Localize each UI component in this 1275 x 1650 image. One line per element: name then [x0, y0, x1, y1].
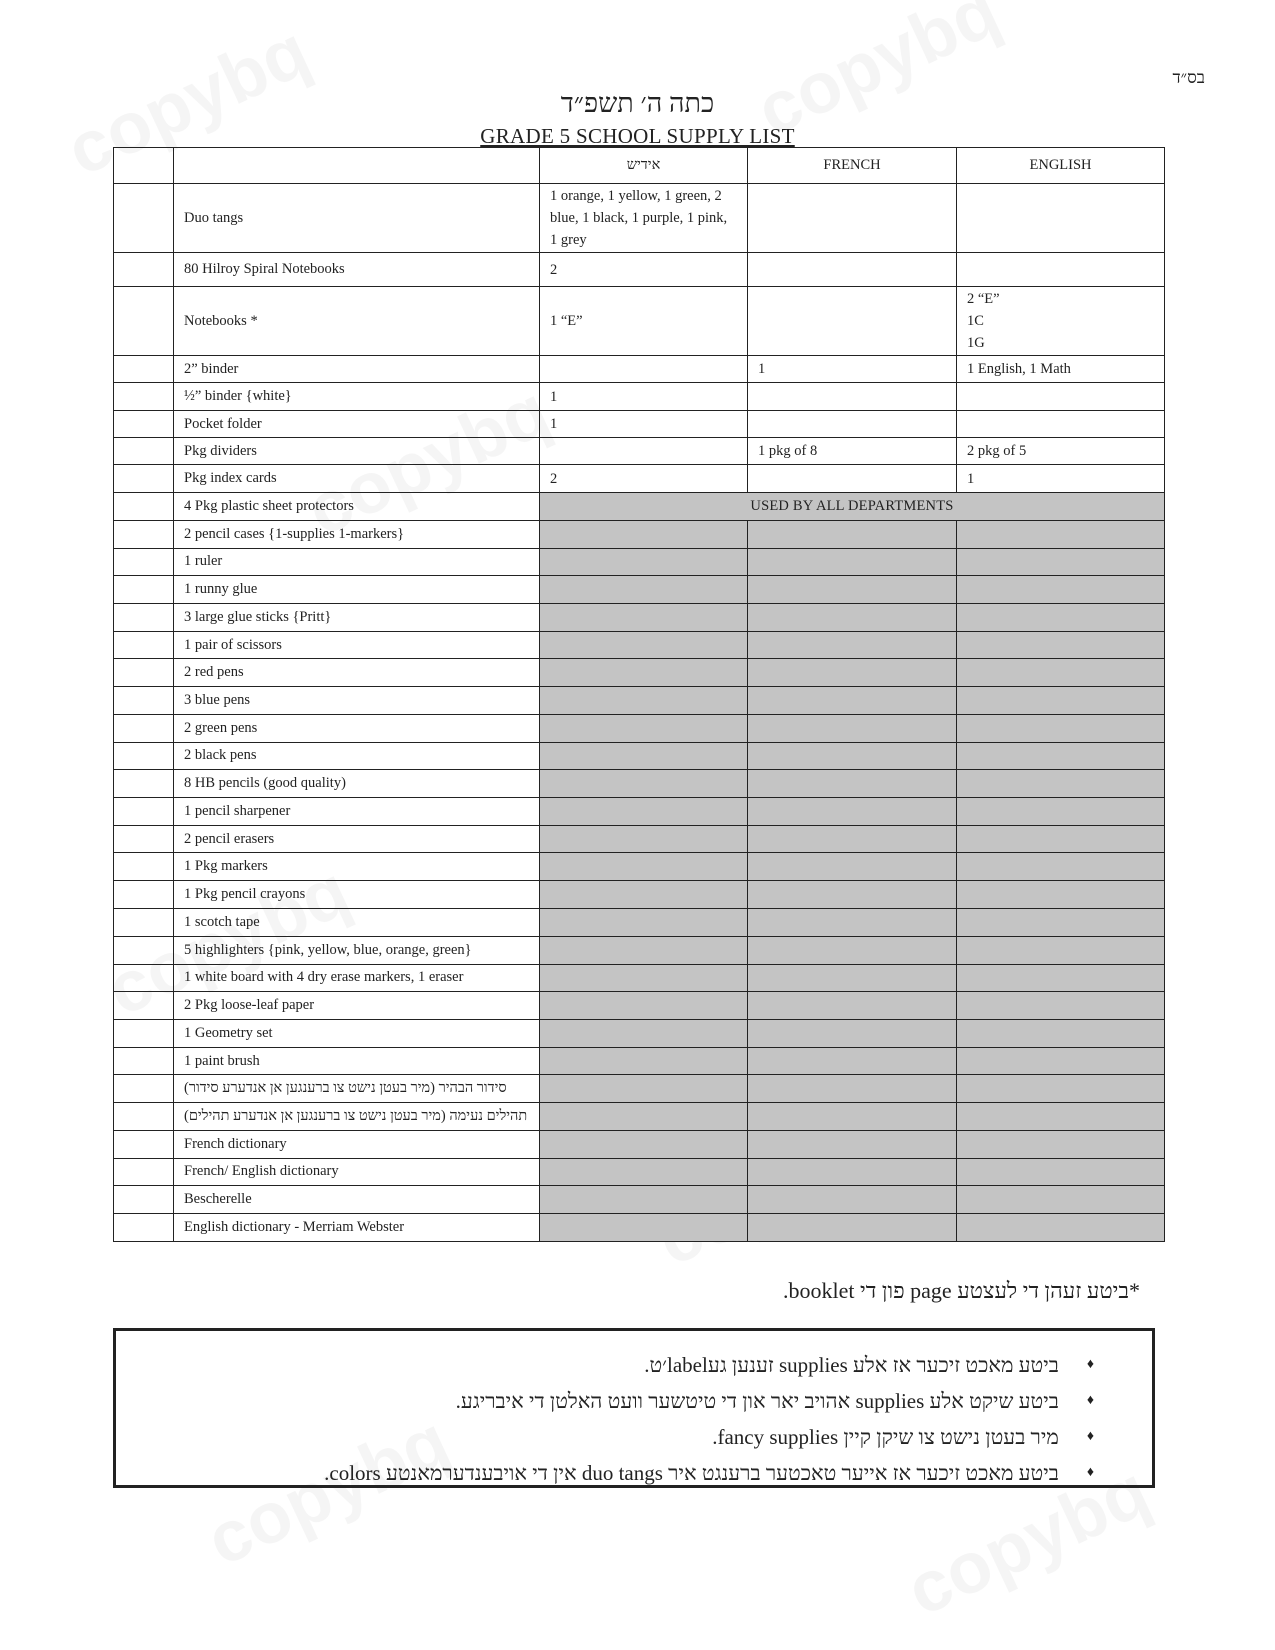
table-row	[114, 1186, 1165, 1214]
shaded-cell	[748, 881, 957, 909]
shaded-cell	[957, 686, 1165, 714]
diamond-bullet-icon: ♦	[1086, 1393, 1094, 1408]
quantity-yiddish: 1 orange, 1 yellow, 1 green, 2 blue, 1 black, 1 purple, 1 pink, 1 grey	[540, 184, 748, 253]
shaded-cell	[748, 964, 957, 992]
item-name: 5 highlighters {pink, yellow, blue, orange, green}	[174, 936, 540, 964]
shaded-cell	[748, 714, 957, 742]
row-number-cell	[114, 936, 174, 964]
shaded-cell	[540, 936, 748, 964]
shaded-cell	[748, 576, 957, 604]
shaded-cell	[748, 1130, 957, 1158]
shaded-cell	[540, 1186, 748, 1214]
item-name: ½” binder {white}	[174, 383, 540, 411]
row-number-cell	[114, 742, 174, 770]
note-text: ביטע שיקט אלע supplies אהויב יאר און די טיטשער וועט האלטן די איבריגע.	[455, 1389, 1059, 1413]
item-name: 2 pencil erasers	[174, 825, 540, 853]
table-row	[114, 576, 1165, 604]
item-name: Pocket folder	[174, 411, 540, 438]
shaded-cell	[748, 798, 957, 826]
row-number-cell	[114, 881, 174, 909]
shaded-cell	[957, 631, 1165, 659]
table-row	[114, 881, 1165, 909]
table-row	[114, 253, 1165, 287]
item-name: Bescherelle	[174, 1186, 540, 1214]
item-name: 1 Geometry set	[174, 1019, 540, 1047]
item-name: 3 blue pens	[174, 686, 540, 714]
shaded-cell	[957, 825, 1165, 853]
shaded-cell	[540, 1214, 748, 1242]
item-name: 3 large glue sticks {Pritt}	[174, 603, 540, 631]
note-text: מיר בעטן נישט צו שיקן קיין fancy supplies.	[712, 1425, 1059, 1449]
shaded-cell	[748, 603, 957, 631]
row-number-cell	[114, 964, 174, 992]
shaded-cell	[540, 714, 748, 742]
row-number-cell	[114, 383, 174, 411]
item-name: 2 green pens	[174, 714, 540, 742]
table-row	[114, 603, 1165, 631]
column-header-french: FRENCH	[748, 148, 957, 184]
shaded-cell	[957, 770, 1165, 798]
note-item	[116, 1383, 1094, 1419]
row-number-cell	[114, 1130, 174, 1158]
table-row	[114, 520, 1165, 548]
row-number-cell	[114, 631, 174, 659]
quantity-english	[957, 383, 1165, 411]
quantity-english: 2 pkg of 5	[957, 438, 1165, 465]
quantity-english: 1 English, 1 Math	[957, 356, 1165, 383]
item-name: 2 red pens	[174, 659, 540, 687]
shaded-cell	[748, 1019, 957, 1047]
shaded-cell	[540, 631, 748, 659]
used-by-all-departments: USED BY ALL DEPARTMENTS	[540, 493, 1165, 521]
table-row	[114, 287, 1165, 356]
row-number-cell	[114, 1158, 174, 1186]
shaded-cell	[540, 992, 748, 1020]
quantity-english	[957, 253, 1165, 287]
table-row	[114, 1102, 1165, 1130]
shaded-cell	[748, 992, 957, 1020]
diamond-bullet-icon: ♦	[1086, 1429, 1094, 1444]
table-row	[114, 1047, 1165, 1075]
shaded-cell	[957, 964, 1165, 992]
shaded-cell	[540, 825, 748, 853]
shaded-cell	[540, 1130, 748, 1158]
item-name: Pkg index cards	[174, 465, 540, 493]
shaded-cell	[957, 520, 1165, 548]
quantity-english: 1	[957, 465, 1165, 493]
quantity-french	[748, 411, 957, 438]
item-name: Duo tangs	[174, 184, 540, 253]
shaded-cell	[540, 1019, 748, 1047]
shaded-cell	[540, 1102, 748, 1130]
row-number-cell	[114, 184, 174, 253]
item-name: French dictionary	[174, 1130, 540, 1158]
shaded-cell	[540, 520, 748, 548]
item-name: English dictionary - Merriam Webster	[174, 1214, 540, 1242]
shaded-cell	[957, 992, 1165, 1020]
shaded-cell	[540, 1158, 748, 1186]
shaded-cell	[748, 659, 957, 687]
quantity-yiddish: 2	[540, 465, 748, 493]
row-number-cell	[114, 287, 174, 356]
shaded-cell	[957, 1186, 1165, 1214]
item-name: 8 HB pencils (good quality)	[174, 770, 540, 798]
table-row	[114, 770, 1165, 798]
quantity-french	[748, 184, 957, 253]
quantity-english: 2 “E” 1C 1G	[957, 287, 1165, 356]
shaded-cell	[748, 1047, 957, 1075]
notes-box	[113, 1328, 1155, 1488]
item-name: 1 white board with 4 dry erase markers, 1 eraser	[174, 964, 540, 992]
note-item	[116, 1455, 1094, 1491]
shaded-cell	[540, 964, 748, 992]
footnote: *ביטע זעהן די לעצטע page פון די booklet.	[783, 1278, 1140, 1303]
shaded-cell	[957, 1075, 1165, 1103]
row-number-cell	[114, 1047, 174, 1075]
shaded-cell	[540, 576, 748, 604]
item-name: 2 black pens	[174, 742, 540, 770]
quantity-yiddish: 1 “E”	[540, 287, 748, 356]
table-row	[114, 825, 1165, 853]
shaded-cell	[957, 1130, 1165, 1158]
table-row	[114, 1075, 1165, 1103]
item-name: 1 ruler	[174, 548, 540, 576]
row-number-cell	[114, 465, 174, 493]
quantity-french: 1	[748, 356, 957, 383]
shaded-cell	[540, 1047, 748, 1075]
table-row	[114, 686, 1165, 714]
row-number-cell	[114, 659, 174, 687]
table-row	[114, 992, 1165, 1020]
item-name: סידור הבהיר (מיר בעטן נישט צו ברענגען אן אנדערע סידור)	[174, 1075, 540, 1103]
page-title-yiddish: כתה ה׳ תשפ״ד	[560, 88, 715, 118]
row-number-cell	[114, 548, 174, 576]
item-name: 1 paint brush	[174, 1047, 540, 1075]
table-row	[114, 493, 1165, 521]
table-row	[114, 1158, 1165, 1186]
shaded-cell	[957, 1158, 1165, 1186]
table-row	[114, 184, 1165, 253]
shaded-cell	[540, 881, 748, 909]
item-name: French/ English dictionary	[174, 1158, 540, 1186]
column-header-english: ENGLISH	[957, 148, 1165, 184]
shaded-cell	[957, 576, 1165, 604]
shaded-cell	[957, 881, 1165, 909]
row-number-cell	[114, 253, 174, 287]
note-item	[116, 1419, 1094, 1455]
item-name: תהילים נעימה (מיר בעטן נישט צו ברענגען אן אנדערע תהילים)	[174, 1102, 540, 1130]
shaded-cell	[540, 686, 748, 714]
item-name: 4 Pkg plastic sheet protectors	[174, 493, 540, 521]
table-row	[114, 383, 1165, 411]
shaded-cell	[540, 908, 748, 936]
shaded-cell	[957, 659, 1165, 687]
table-row	[114, 438, 1165, 465]
row-number-cell	[114, 603, 174, 631]
shaded-cell	[748, 853, 957, 881]
shaded-cell	[540, 659, 748, 687]
table-row	[114, 936, 1165, 964]
row-number-cell	[114, 1102, 174, 1130]
shaded-cell	[748, 686, 957, 714]
shaded-cell	[957, 853, 1165, 881]
shaded-cell	[748, 1075, 957, 1103]
shaded-cell	[748, 520, 957, 548]
shaded-cell	[748, 1214, 957, 1242]
corner-mark: בס״ד	[1172, 68, 1205, 87]
notes-list	[116, 1331, 1152, 1491]
table-row	[114, 548, 1165, 576]
table-row	[114, 1130, 1165, 1158]
shaded-cell	[957, 548, 1165, 576]
table-row	[114, 659, 1165, 687]
row-number-cell	[114, 493, 174, 521]
row-number-cell	[114, 853, 174, 881]
row-number-cell	[114, 438, 174, 465]
page-title-english: GRADE 5 SCHOOL SUPPLY LIST	[480, 124, 795, 148]
item-name: 80 Hilroy Spiral Notebooks	[174, 253, 540, 287]
shaded-cell	[957, 1019, 1165, 1047]
diamond-bullet-icon: ♦	[1086, 1357, 1094, 1372]
column-header	[174, 148, 540, 184]
column-header	[114, 148, 174, 184]
diamond-bullet-icon: ♦	[1086, 1465, 1094, 1480]
shaded-cell	[748, 908, 957, 936]
row-number-cell	[114, 520, 174, 548]
shaded-cell	[748, 631, 957, 659]
shaded-cell	[540, 1075, 748, 1103]
quantity-yiddish	[540, 438, 748, 465]
shaded-cell	[540, 853, 748, 881]
row-number-cell	[114, 411, 174, 438]
row-number-cell	[114, 356, 174, 383]
table-row	[114, 631, 1165, 659]
table-row	[114, 356, 1165, 383]
item-name: 1 pair of scissors	[174, 631, 540, 659]
table-row	[114, 853, 1165, 881]
row-number-cell	[114, 1186, 174, 1214]
note-text: ביטע מאכט זיכער אז אלע supplies זענען געlabel׳ט.	[644, 1353, 1059, 1377]
item-name: Pkg dividers	[174, 438, 540, 465]
row-number-cell	[114, 1075, 174, 1103]
quantity-french	[748, 383, 957, 411]
row-number-cell	[114, 992, 174, 1020]
shaded-cell	[748, 825, 957, 853]
shaded-cell	[957, 936, 1165, 964]
shaded-cell	[748, 1186, 957, 1214]
shaded-cell	[748, 1158, 957, 1186]
quantity-french	[748, 465, 957, 493]
shaded-cell	[540, 548, 748, 576]
quantity-french	[748, 287, 957, 356]
quantity-french	[748, 253, 957, 287]
quantity-yiddish: 1	[540, 411, 748, 438]
column-header-yiddish: אידיש	[540, 148, 748, 184]
item-name: Notebooks *	[174, 287, 540, 356]
table-row	[114, 465, 1165, 493]
table-row	[114, 1214, 1165, 1242]
item-name: 2” binder	[174, 356, 540, 383]
supply-table	[113, 147, 1165, 1242]
row-number-cell	[114, 798, 174, 826]
quantity-yiddish: 1	[540, 383, 748, 411]
shaded-cell	[748, 936, 957, 964]
row-number-cell	[114, 770, 174, 798]
shaded-cell	[957, 1214, 1165, 1242]
shaded-cell	[540, 770, 748, 798]
item-name: 1 scotch tape	[174, 908, 540, 936]
quantity-yiddish: 2	[540, 253, 748, 287]
shaded-cell	[957, 742, 1165, 770]
quantity-english	[957, 184, 1165, 253]
item-name: 1 runny glue	[174, 576, 540, 604]
row-number-cell	[114, 908, 174, 936]
table-row	[114, 742, 1165, 770]
row-number-cell	[114, 1214, 174, 1242]
row-number-cell	[114, 825, 174, 853]
table-row	[114, 411, 1165, 438]
row-number-cell	[114, 576, 174, 604]
shaded-cell	[748, 770, 957, 798]
item-name: 1 Pkg pencil crayons	[174, 881, 540, 909]
quantity-english	[957, 411, 1165, 438]
item-name: 2 pencil cases {1-supplies 1-markers}	[174, 520, 540, 548]
shaded-cell	[540, 603, 748, 631]
note-text: ביטע מאכט זיכער אז אייער טאכטער ברענגט איר duo tangs אין די אויבענדערמאנטע colors.	[324, 1461, 1059, 1485]
table-header-row	[114, 148, 1165, 184]
quantity-yiddish	[540, 356, 748, 383]
item-name: 1 Pkg markers	[174, 853, 540, 881]
shaded-cell	[957, 908, 1165, 936]
quantity-french: 1 pkg of 8	[748, 438, 957, 465]
row-number-cell	[114, 686, 174, 714]
table-row	[114, 1019, 1165, 1047]
item-name: 1 pencil sharpener	[174, 798, 540, 826]
shaded-cell	[957, 1047, 1165, 1075]
shaded-cell	[540, 742, 748, 770]
shaded-cell	[748, 548, 957, 576]
shaded-cell	[748, 1102, 957, 1130]
shaded-cell	[957, 1102, 1165, 1130]
row-number-cell	[114, 1019, 174, 1047]
row-number-cell	[114, 714, 174, 742]
table-row	[114, 908, 1165, 936]
note-item	[116, 1347, 1094, 1383]
table-row	[114, 798, 1165, 826]
table-row	[114, 964, 1165, 992]
shaded-cell	[748, 742, 957, 770]
shaded-cell	[957, 603, 1165, 631]
shaded-cell	[957, 798, 1165, 826]
item-name: 2 Pkg loose-leaf paper	[174, 992, 540, 1020]
table-row	[114, 714, 1165, 742]
shaded-cell	[540, 798, 748, 826]
shaded-cell	[957, 714, 1165, 742]
